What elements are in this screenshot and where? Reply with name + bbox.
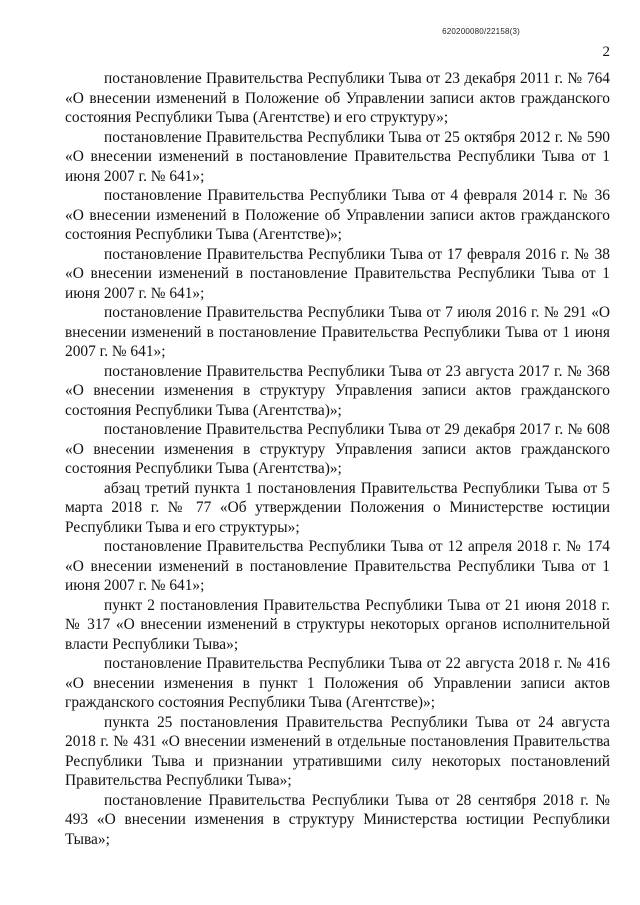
paragraph: постановление Правительства Республики Тыва от 22 августа 2018 г. № 416 «О внесении изменения в пункт 1 Положения об Управлении записи актов гражданского состояния Республики Тыва (Агентстве)»; [65,655,610,711]
paragraph: постановление Правительства Республики Тыва от 23 декабря 2011 г. № 764 «О внесении изменений в Положение об Управлении записи актов гражданского состояния Республики Тыва (Агентстве) и его структуру»; [65,70,610,126]
paragraph: постановление Правительства Республики Тыва от 4 февраля 2014 г. № 36 «О внесении изменений в Положение об Управлении записи актов гражданского состояния Республики Тыва (Агентстве)»; [65,187,610,243]
page-number: 2 [602,44,610,60]
paragraph: постановление Правительства Республики Тыва от 25 октября 2012 г. № 590 «О внесении изменений в постановление Правительства Республики Тыва от 1 июня 2007 г. № 641»; [65,128,610,185]
paragraph: постановление Правительства Республики Тыва от 7 июля 2016 г. № 291 «О внесении изменений в постановление Правительства Республики Тыва от 1 июня 2007 г. № 641»; [65,304,610,360]
paragraph: постановление Правительства Республики Тыва от 12 апреля 2018 г. № 174 «О внесении изменений в постановление Правительства Республики Тыва от 1 июня 2007 г. № 641»; [65,538,610,594]
paragraph: постановление Правительства Республики Тыва от 17 февраля 2016 г. № 38 «О внесении изменений в постановление Правительства Республики Тыва от 1 июня 2007 г. № 641»; [65,245,610,302]
paragraph: пункт 2 постановления Правительства Республики Тыва от 21 июня 2018 г. № 317 «О внесении изменений в структуры некоторых органов исполнительной власти Республики Тыва»; [65,596,610,653]
paragraph: постановление Правительства Республики Тыва от 29 декабря 2017 г. № 608 «О внесении изменения в структуру Управления записи актов гражданского состояния Республики Тыва (Агентства)»; [65,421,610,477]
document-body [65,69,610,849]
document-id: 620200080/22158(3) [442,27,520,36]
paragraph: постановление Правительства Республики Тыва от 28 сентября 2018 г. № 493 «О внесении изменения в структуру Министерства юстиции Республики Тыва»; [65,791,610,848]
paragraph: постановление Правительства Республики Тыва от 23 августа 2017 г. № 368 «О внесении изменения в структуру Управления записи актов гражданского состояния Республики Тыва (Агентства)»; [65,362,610,419]
paragraph: абзац третий пункта 1 постановления Правительства Республики Тыва от 5 марта 2018 г. № 77 «Об утверждении Положения о Министерстве юстиции Республики Тыва и его структуры»; [65,479,610,536]
paragraph: пункта 25 постановления Правительства Республики Тыва от 24 августа 2018 г. № 431 «О внесении изменений в отдельные постановления Правительства Республики Тыва и признании утратившими силу некоторых постановлений Правительства Республики Тыва»; [65,713,610,789]
